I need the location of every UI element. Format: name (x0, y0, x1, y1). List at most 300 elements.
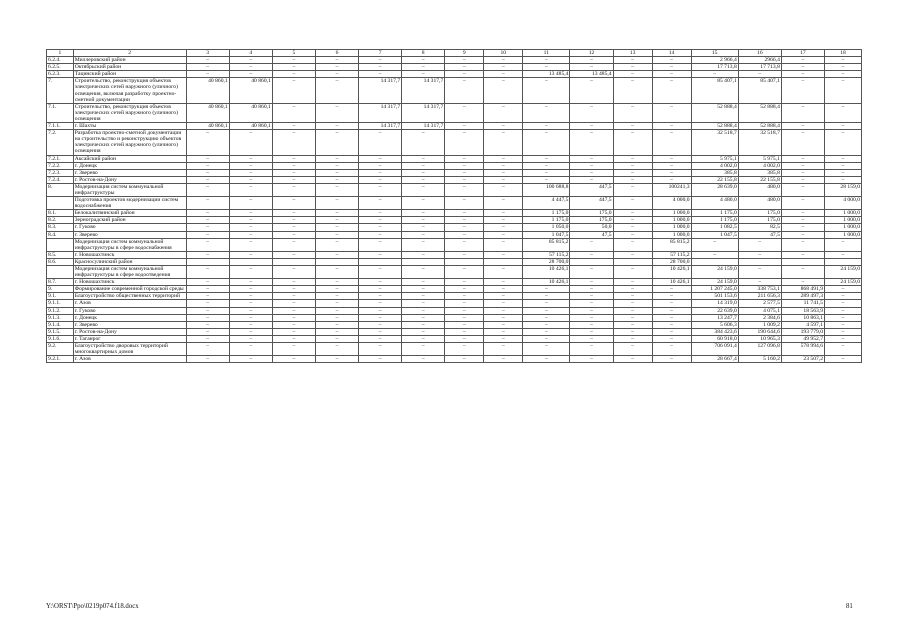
value-cell: – (186, 130, 229, 155)
value-cell: 2 384,6 (738, 314, 781, 321)
value-cell: – (315, 356, 358, 363)
value-cell: – (824, 251, 861, 258)
value-cell: – (359, 155, 402, 162)
value-cell: 22 155,8 (691, 176, 738, 183)
value-cell: – (229, 293, 272, 300)
value-cell: – (523, 321, 570, 328)
value-cell: – (824, 286, 861, 293)
value-cell: – (359, 293, 402, 300)
value-cell: – (229, 328, 272, 335)
value-cell: 2 966,4 (691, 57, 738, 64)
value-cell (272, 258, 315, 265)
value-cell: – (484, 266, 523, 279)
value-cell: – (359, 224, 402, 231)
value-cell: – (315, 300, 358, 307)
value-cell: – (484, 155, 523, 162)
value-cell: 28 667,4 (691, 356, 738, 363)
value-cell: – (445, 231, 484, 238)
value-cell: – (652, 314, 691, 321)
value-cell: 24 159,0 (824, 279, 861, 286)
value-cell: – (445, 183, 484, 196)
value-cell: – (484, 217, 523, 224)
value-cell: – (824, 64, 861, 71)
value-cell: – (186, 300, 229, 307)
value-cell: 14 317,7 (402, 123, 445, 130)
row-label-cell: Строительство, реконструкция объектов электрических сетей наружного (уличного) освещения, включая разработку проектно-сметной документации (73, 78, 186, 103)
value-cell: – (402, 343, 445, 356)
column-header: 6 (315, 50, 358, 57)
row-number-cell: 9.1.2. (47, 307, 74, 314)
value-cell: – (229, 217, 272, 224)
value-cell: 1 175,0 (523, 217, 570, 224)
table-row (47, 251, 862, 258)
value-cell: – (824, 78, 861, 103)
value-cell: – (652, 169, 691, 176)
value-cell: 385,8 (691, 169, 738, 176)
value-cell: 1 000,0 (824, 210, 861, 217)
value-cell: – (186, 162, 229, 169)
value-cell: – (272, 169, 315, 176)
value-cell: – (315, 210, 358, 217)
value-cell: – (359, 286, 402, 293)
value-cell: – (484, 328, 523, 335)
value-cell: 24 159,0 (691, 279, 738, 286)
row-label-cell: Благоустройство дворовых территорий многоквартирных домов (73, 343, 186, 356)
document-path: Y:\ORST\Ppo\0219p074.f18.docx (46, 603, 139, 610)
row-label-cell: Белокалитвинский район (73, 210, 186, 217)
value-cell: – (570, 155, 613, 162)
value-cell: – (186, 307, 229, 314)
value-cell: – (484, 314, 523, 321)
value-cell: – (781, 57, 824, 64)
value-cell: – (315, 321, 358, 328)
value-cell: – (738, 238, 781, 251)
value-cell: – (613, 162, 652, 169)
value-cell: – (359, 307, 402, 314)
value-cell: – (445, 162, 484, 169)
row-label-cell: Красносулинский район (73, 258, 186, 265)
value-cell: – (186, 286, 229, 293)
value-cell: 5 975,1 (691, 155, 738, 162)
row-number-cell: 9.1.5. (47, 328, 74, 335)
value-cell: 5 975,1 (738, 155, 781, 162)
value-cell: – (315, 176, 358, 183)
column-header: 8 (402, 50, 445, 57)
value-cell: – (186, 335, 229, 342)
value-cell: – (781, 183, 824, 196)
value-cell: 5 160,2 (738, 356, 781, 363)
table-row (47, 197, 862, 210)
value-cell: 10 426,1 (523, 279, 570, 286)
value-cell: – (315, 335, 358, 342)
value-cell: – (484, 293, 523, 300)
row-label-cell: Модернизация систем коммунальной инфраструктуры в сфере водоснабжения (73, 238, 186, 251)
row-label-cell: Модернизация систем коммунальной инфраструктуры (73, 183, 186, 196)
row-number-cell (47, 266, 74, 279)
value-cell: – (613, 224, 652, 231)
value-cell: – (229, 314, 272, 321)
value-cell: 175,0 (570, 210, 613, 217)
row-label-cell: г. Гуково (73, 224, 186, 231)
value-cell: – (652, 307, 691, 314)
value-cell: 18 563,9 (781, 307, 824, 314)
value-cell: – (570, 238, 613, 251)
value-cell: – (613, 286, 652, 293)
value-cell: 447,5 (570, 183, 613, 196)
value-cell: – (402, 279, 445, 286)
value-cell: 85 815,2 (523, 238, 570, 251)
value-cell: – (652, 293, 691, 300)
value-cell: – (652, 64, 691, 71)
value-cell: 1 009,2 (738, 321, 781, 328)
value-cell: 52 888,4 (691, 123, 738, 130)
value-cell: – (315, 328, 358, 335)
value-cell: – (445, 57, 484, 64)
column-header: 17 (781, 50, 824, 57)
table-row (47, 335, 862, 342)
value-cell: – (229, 57, 272, 64)
value-cell: – (186, 343, 229, 356)
value-cell: – (523, 314, 570, 321)
value-cell: – (272, 238, 315, 251)
row-number-cell: 7. (47, 78, 74, 103)
row-label-cell: г. Новошахтинск (73, 279, 186, 286)
value-cell: 1 047,5 (523, 231, 570, 238)
value-cell: 10 426,1 (652, 266, 691, 279)
value-cell: – (613, 210, 652, 217)
value-cell: – (484, 197, 523, 210)
value-cell: 52 888,4 (738, 123, 781, 130)
value-cell: – (359, 238, 402, 251)
row-number-cell: 8.4. (47, 231, 74, 238)
value-cell: 384 423,6 (691, 328, 738, 335)
row-label-cell: Миллеровский район (73, 57, 186, 64)
value-cell: – (229, 155, 272, 162)
value-cell: – (229, 130, 272, 155)
value-cell: – (781, 210, 824, 217)
value-cell: – (186, 293, 229, 300)
value-cell: – (315, 78, 358, 103)
value-cell: – (523, 78, 570, 103)
value-cell: – (402, 314, 445, 321)
value-cell: 17 713,8 (738, 64, 781, 71)
value-cell: – (445, 321, 484, 328)
value-cell: – (652, 162, 691, 169)
value-cell: – (445, 71, 484, 78)
value-cell: – (229, 210, 272, 217)
row-number-cell: 8.3. (47, 224, 74, 231)
value-cell: – (613, 335, 652, 342)
value-cell: – (445, 224, 484, 231)
value-cell: – (186, 251, 229, 258)
table-row (47, 258, 862, 265)
value-cell: – (781, 78, 824, 103)
value-cell: – (824, 238, 861, 251)
value-cell: – (523, 123, 570, 130)
value-cell: – (613, 251, 652, 258)
value-cell: – (523, 169, 570, 176)
value-cell: – (570, 130, 613, 155)
value-cell: – (272, 64, 315, 71)
value-cell: – (445, 155, 484, 162)
table-row (47, 78, 862, 103)
row-label-cell: Строительство, реконструкция объектов электрических сетей наружного (уличного) освещения (73, 103, 186, 122)
value-cell: – (824, 314, 861, 321)
value-cell: – (272, 231, 315, 238)
value-cell: 14 317,7 (402, 78, 445, 103)
value-cell: – (691, 71, 738, 78)
value-cell: – (570, 321, 613, 328)
value-cell: – (315, 217, 358, 224)
value-cell: – (523, 293, 570, 300)
value-cell: – (484, 130, 523, 155)
value-cell: – (359, 356, 402, 363)
value-cell: 338 753,1 (738, 286, 781, 293)
value-cell: – (229, 183, 272, 196)
value-cell: – (781, 71, 824, 78)
value-cell: 211 656,3 (738, 293, 781, 300)
row-number-cell: 7.1. (47, 103, 74, 122)
row-number-cell: 7.1.1. (47, 123, 74, 130)
value-cell (186, 258, 229, 265)
value-cell: – (359, 64, 402, 71)
value-cell (315, 258, 358, 265)
table-row (47, 210, 862, 217)
row-label-cell: г. Донецк (73, 314, 186, 321)
row-label-cell: Аксайский район (73, 155, 186, 162)
table-row (47, 130, 862, 155)
row-number-cell: 8.7. (47, 279, 74, 286)
row-number-cell: 6.2.3. (47, 71, 74, 78)
row-number-cell: 8.1. (47, 210, 74, 217)
value-cell: – (186, 176, 229, 183)
column-header: 5 (272, 50, 315, 57)
value-cell: – (613, 71, 652, 78)
value-cell: – (402, 217, 445, 224)
value-cell: 2966,4 (738, 57, 781, 64)
value-cell: – (272, 197, 315, 210)
row-number-cell: 9.2. (47, 343, 74, 356)
row-label-cell: г. Зверево (73, 321, 186, 328)
value-cell: – (315, 307, 358, 314)
value-cell: – (272, 328, 315, 335)
table-row (47, 328, 862, 335)
value-cell: – (613, 57, 652, 64)
value-cell: – (315, 314, 358, 321)
value-cell: – (315, 279, 358, 286)
value-cell: – (445, 169, 484, 176)
row-number-cell: 7.2.4. (47, 176, 74, 183)
value-cell: – (484, 162, 523, 169)
value-cell: – (229, 238, 272, 251)
value-cell: 28 700,0 (652, 258, 691, 265)
value-cell: – (484, 356, 523, 363)
value-cell: – (613, 356, 652, 363)
value-cell: – (229, 231, 272, 238)
value-cell: – (570, 328, 613, 335)
row-number-cell: 7.2.2. (47, 162, 74, 169)
row-label-cell: Октябрьский район (73, 64, 186, 71)
value-cell: 32 518,7 (691, 130, 738, 155)
value-cell: – (229, 197, 272, 210)
value-cell: – (186, 266, 229, 279)
value-cell: – (613, 307, 652, 314)
value-cell: – (570, 314, 613, 321)
table-body (47, 50, 862, 363)
value-cell: 480,0 (738, 197, 781, 210)
row-label-cell: г. Гуково (73, 307, 186, 314)
value-cell: – (445, 103, 484, 122)
value-cell: – (229, 286, 272, 293)
value-cell: 52 888,4 (738, 103, 781, 122)
value-cell: – (186, 210, 229, 217)
value-cell: – (445, 343, 484, 356)
value-cell: – (652, 176, 691, 183)
value-cell: – (824, 328, 861, 335)
value-cell: – (613, 64, 652, 71)
value-cell: – (315, 238, 358, 251)
value-cell: – (359, 197, 402, 210)
value-cell: – (229, 356, 272, 363)
value-cell: – (402, 231, 445, 238)
value-cell: – (824, 155, 861, 162)
value-cell: – (402, 300, 445, 307)
value-cell: – (570, 343, 613, 356)
value-cell: – (229, 162, 272, 169)
value-cell: 60 918,0 (691, 335, 738, 342)
value-cell: – (613, 103, 652, 122)
value-cell (613, 258, 652, 265)
row-number-cell: 7.2.3. (47, 169, 74, 176)
page-number: 81 (846, 603, 853, 610)
value-cell: 52 888,4 (691, 103, 738, 122)
value-cell: – (445, 217, 484, 224)
value-cell: 447,5 (570, 197, 613, 210)
value-cell: 28 639,0 (691, 183, 738, 196)
table-header-row (47, 50, 862, 57)
value-cell: – (445, 300, 484, 307)
value-cell: – (445, 314, 484, 321)
row-label-cell: г. Азов (73, 356, 186, 363)
value-cell: – (652, 328, 691, 335)
value-cell: – (484, 307, 523, 314)
value-cell: – (359, 130, 402, 155)
value-cell: – (445, 286, 484, 293)
row-label-cell: г. Донецк (73, 162, 186, 169)
table-row (47, 356, 862, 363)
value-cell: – (229, 224, 272, 231)
table-row (47, 224, 862, 231)
value-cell: – (570, 300, 613, 307)
value-cell: 49 952,7 (781, 335, 824, 342)
value-cell: – (824, 321, 861, 328)
value-cell: – (315, 183, 358, 196)
table-row (47, 71, 862, 78)
budget-table (46, 49, 862, 363)
value-cell: – (272, 71, 315, 78)
table-row (47, 238, 862, 251)
value-cell: – (824, 57, 861, 64)
value-cell: 2 577,5 (738, 300, 781, 307)
value-cell: – (824, 356, 861, 363)
value-cell: – (229, 335, 272, 342)
value-cell: – (484, 103, 523, 122)
value-cell: – (781, 155, 824, 162)
value-cell: – (523, 162, 570, 169)
value-cell: – (186, 321, 229, 328)
value-cell: – (523, 57, 570, 64)
value-cell: 22 639,0 (691, 307, 738, 314)
value-cell: – (272, 176, 315, 183)
value-cell: – (613, 266, 652, 279)
row-label-cell: Формирование современной городской среды (73, 286, 186, 293)
row-label-cell: Благоустройство общественных территорий (73, 293, 186, 300)
value-cell: 5 606,3 (691, 321, 738, 328)
row-label-cell: г. Зверево (73, 169, 186, 176)
row-number-cell: 9. (47, 286, 74, 293)
value-cell: 1 000,0 (824, 231, 861, 238)
value-cell: – (402, 155, 445, 162)
column-header: 4 (229, 50, 272, 57)
value-cell: – (824, 300, 861, 307)
value-cell: – (186, 224, 229, 231)
row-number-cell: 8. (47, 183, 74, 196)
value-cell: – (359, 279, 402, 286)
value-cell: – (272, 155, 315, 162)
value-cell: 501 153,6 (691, 293, 738, 300)
value-cell: – (272, 266, 315, 279)
value-cell: 868 491,9 (781, 286, 824, 293)
value-cell: – (186, 155, 229, 162)
value-cell: 14 319,0 (691, 300, 738, 307)
value-cell: – (570, 123, 613, 130)
value-cell: – (229, 321, 272, 328)
value-cell (781, 258, 824, 265)
value-cell: – (570, 266, 613, 279)
value-cell: – (359, 217, 402, 224)
value-cell: – (570, 286, 613, 293)
value-cell: – (272, 314, 315, 321)
value-cell: – (272, 279, 315, 286)
value-cell: – (402, 293, 445, 300)
value-cell: – (359, 343, 402, 356)
value-cell: – (186, 64, 229, 71)
value-cell: 100241,3 (652, 183, 691, 196)
value-cell: – (315, 293, 358, 300)
value-cell: 1 000,0 (652, 217, 691, 224)
value-cell: – (652, 155, 691, 162)
value-cell: – (186, 71, 229, 78)
value-cell: – (402, 197, 445, 210)
value-cell: – (824, 169, 861, 176)
value-cell: – (570, 293, 613, 300)
value-cell: – (359, 321, 402, 328)
value-cell: – (445, 279, 484, 286)
value-cell: – (484, 321, 523, 328)
table-row (47, 155, 862, 162)
value-cell: 85 407,1 (738, 78, 781, 103)
row-number-cell: 9.1. (47, 293, 74, 300)
value-cell: – (652, 103, 691, 122)
value-cell: – (781, 162, 824, 169)
value-cell: – (315, 57, 358, 64)
value-cell: – (272, 356, 315, 363)
value-cell: – (781, 266, 824, 279)
value-cell (359, 258, 402, 265)
value-cell: 4 002,0 (691, 162, 738, 169)
row-number-cell: 8.2. (47, 217, 74, 224)
row-label-cell: Тацинский район (73, 71, 186, 78)
